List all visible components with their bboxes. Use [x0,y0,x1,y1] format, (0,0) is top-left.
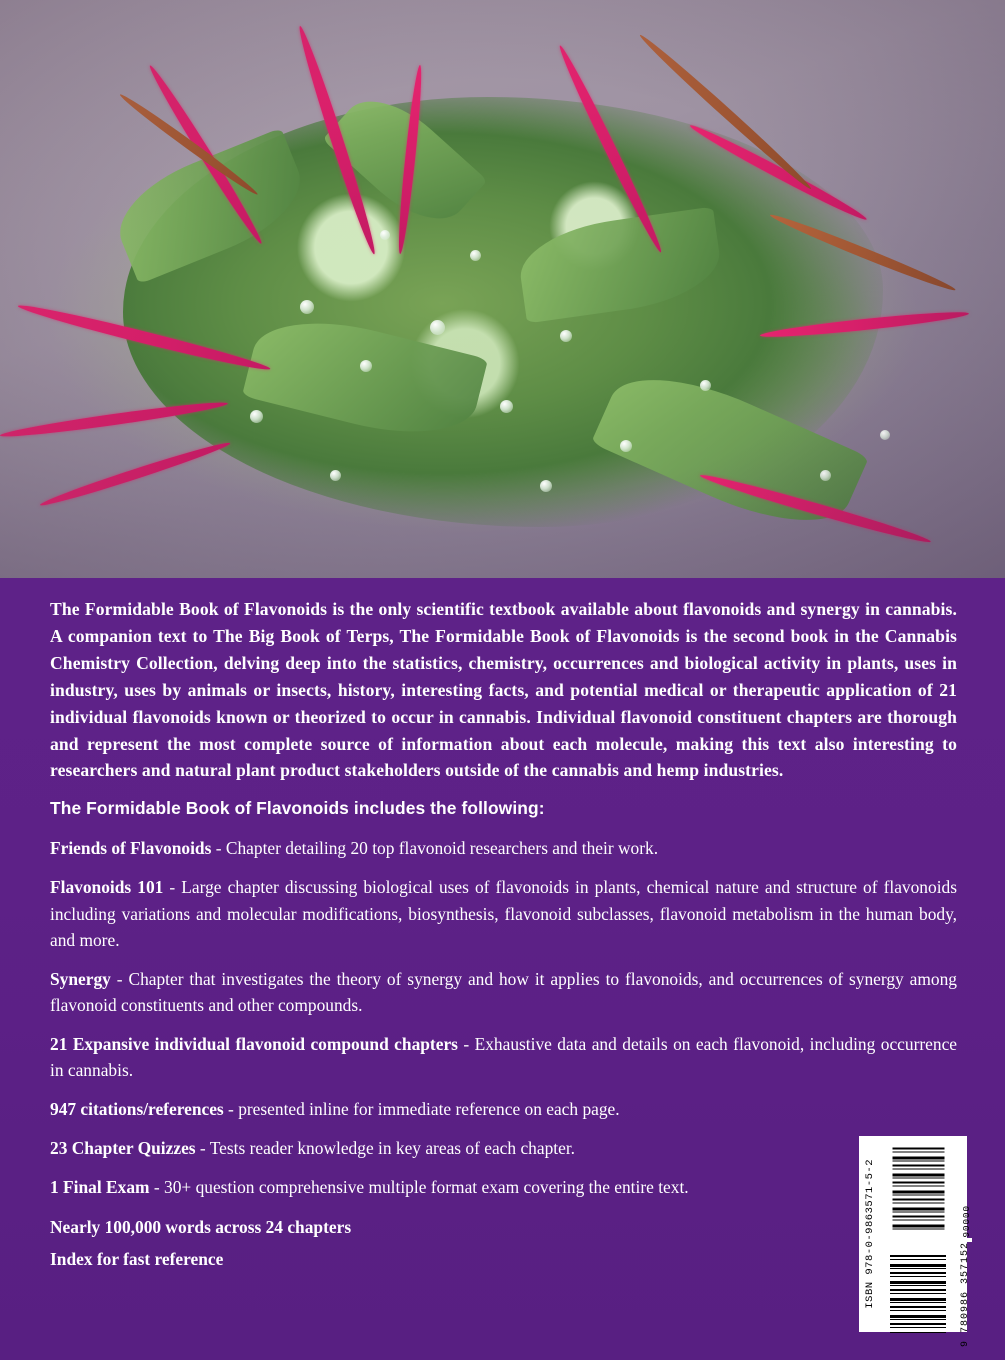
includes-heading: The Formidable Book of Flavonoids includes the following: [50,798,545,819]
feature-item [50,1031,957,1083]
price-code: 90000 [961,1205,972,1238]
feature-text: - Chapter that investigates the theory of synergy and how it applies to flavonoids, and occurrences of synergy among flavonoid constituents and other compounds. [50,968,957,1015]
feature-item [50,835,957,861]
back-cover-text-panel [0,578,1005,1360]
photo-vignette [0,0,1005,578]
isbn-label-column [864,1142,876,1326]
isbn-label: ISBN 978-0-9863571-5-2 [864,1159,876,1309]
feature-item [50,874,957,952]
feature-title: Friends of Flavonoids [50,838,212,859]
ean13-digits: 9 780986 357152 [960,1241,971,1347]
feature-title: Synergy [50,968,111,989]
feature-text: - Chapter detailing 20 top flavonoid researchers and their work. [211,838,659,859]
feature-item [50,1214,957,1240]
feature-item [50,1135,957,1161]
feature-text: - Exhaustive data and details on each flavonoid, including occurrence in cannabis. [50,1034,958,1081]
feature-title: Nearly 100,000 words across 24 chapters [50,1216,352,1237]
ean13-barcode [876,1238,972,1347]
cannabis-flower-macro-photo [0,0,1005,578]
feature-text: - Large chapter discussing biological uses of flavonoids in plants, chemical nature and structure of flavonoids including variations and molecular modifications, biosynthesis, flavonoid subclasses, flavonoid metabolism in the human body, and more. [50,877,957,950]
feature-item [50,1096,957,1122]
price-addon-barcode [876,1142,972,1238]
feature-title: 23 Chapter Quizzes [50,1138,196,1159]
book-description: The Formidable Book of Flavonoids is the only scientific textbook available about flavonoids and synergy in cannabis. A companion text to The Big Book of Terps, The Formidable Book of Flavonoids is the second book in the Cannabis Chemistry Collection, delving deep into the statistics, chemistry, occurrences and biological activity in plants, uses in industry, uses by animals or insects, history, interesting facts, and potential medical or therapeutic application of 21 individual flavonoids known or theorized to occur in cannabis. Individual flavonoid constituent chapters are thorough and represent the most complete source of information about each molecule, making this text also interesting to researchers and natural plant product stakeholders outside of the cannabis and hemp industries. [50,599,957,781]
feature-title: 1 Final Exam [50,1177,150,1198]
feature-title: Index for fast reference [50,1248,224,1269]
price-addon-bars [876,1142,961,1238]
barcode-bars-column [876,1142,972,1347]
feature-title: 21 Expansive individual flavonoid compound chapters [50,1034,458,1054]
ean13-bars [876,1242,960,1347]
feature-list [50,835,957,1271]
feature-title: 947 citations/references [50,1099,224,1120]
feature-text: - 30+ question comprehensive multiple format exam covering the entire text. [149,1177,689,1198]
feature-item [50,966,957,1018]
feature-title: Flavonoids 101 [50,877,164,898]
isbn-barcode [859,1136,972,1347]
feature-text: - presented inline for immediate reference on each page. [223,1099,620,1120]
feature-text: - Tests reader knowledge in key areas of each chapter. [195,1138,575,1159]
feature-item [50,1246,957,1272]
feature-item [50,1174,957,1200]
